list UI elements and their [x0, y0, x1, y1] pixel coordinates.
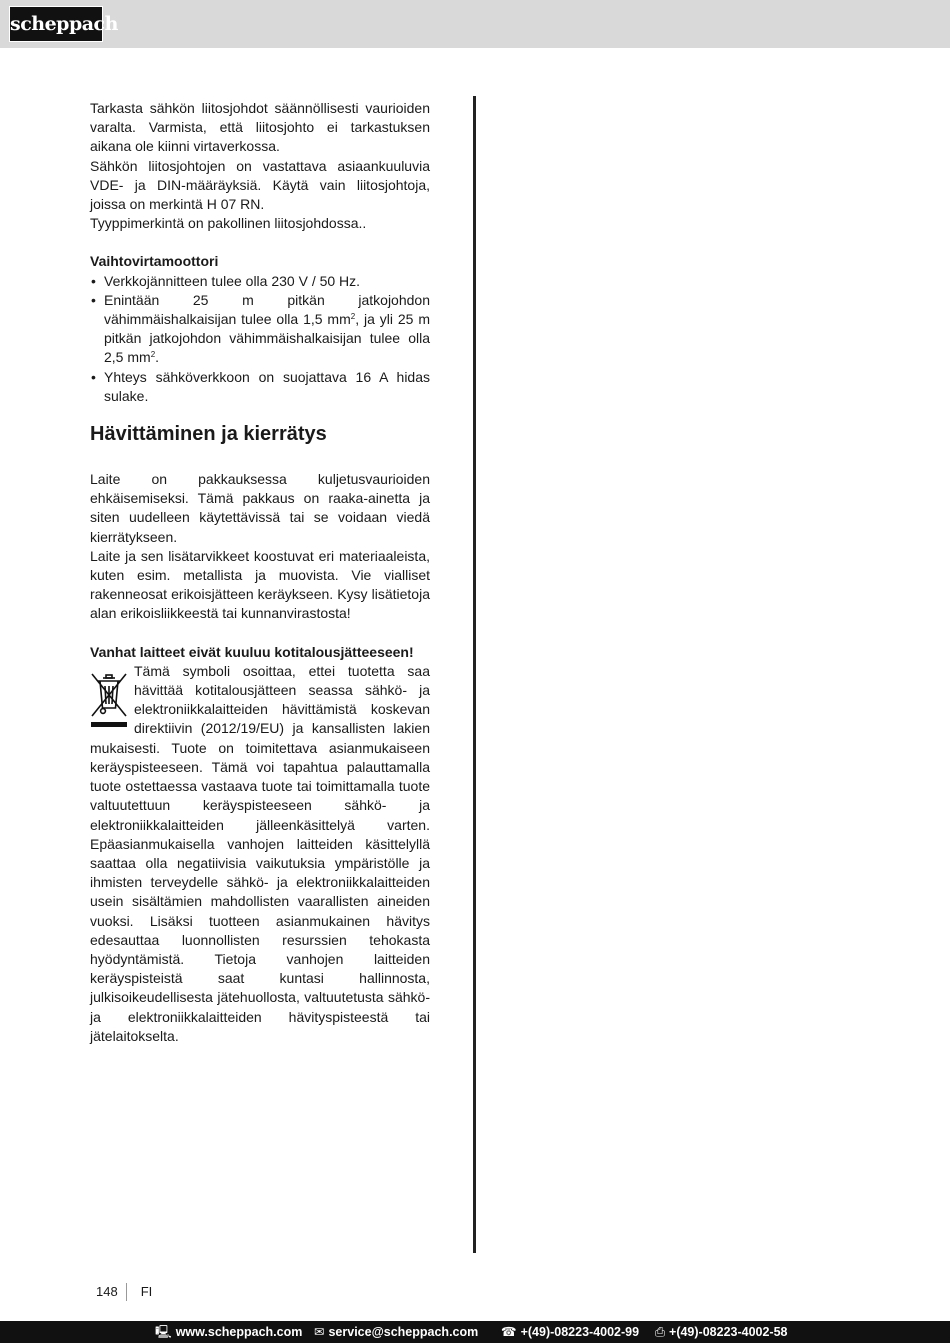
email-link[interactable]: ✉ service@scheppach.com [314, 1325, 479, 1339]
disposal-heading: Hävittäminen ja kierrätys [90, 423, 327, 446]
weee-paragraph: Tämä symboli osoittaa, ettei tuotetta saa hävittää kotitalousjätteen seassa sähkö- ja elektroniikkalaitteiden hävittämistä koskevan direktiivin (2012/19/EU) ja kansallisten lakien mukaisesti. Tuote on toimitettava asianmukaiseen keräyspisteeseen. Tämä voi tapahtua palauttamalla tuote ostettaessa vastaava tuote tai toimittamalla tuote valtuutettuun keräyspisteeseen sähkö- ja elektroniikkalaitteiden jälleenkäsittelyä varten. Epäasianmukaisella vanhojen laitteiden käsittelyllä saattaa olla negatiivisia vaikutuksia ympäristölle ja ihmisten terveydelle sähkö- ja elektroniikkalaitteiden usein sisältämien mahdollisten vaarallisten aineiden vuoksi. Lisäksi tuotteen asianmukainen hävitys edesauttaa luonnollisten resurssien tehokasta hyödyntämistä. Tietoja vanhojen laitteiden keräyspisteistä saat kuntasi hallinnosta, julkisoikeudellisesta jätehuollosta, valtuutetusta sähkö- ja elektroniikkalaitteiden hävityspisteestä tai jätelaitokselta. [90, 662, 430, 1044]
column-divider [473, 96, 476, 1253]
phone-icon: ☎ [501, 1325, 517, 1339]
list-item: • Yhteys sähköverkkoon on suojattava 16 A hidas sulake. [90, 368, 430, 406]
header-bar [0, 0, 950, 48]
language-code: FI [140, 1284, 153, 1299]
text-column [90, 99, 430, 1046]
page-number: 148 [96, 1283, 127, 1301]
intro-paragraph-3: Tyyppimerkintä on pakollinen liitosjohdossa.. [90, 215, 367, 232]
intro-paragraph-2: Sähkön liitosjohtojen on vastattava asiaankuuluvia VDE- ja DIN-määräyksiä. Käytä vain liitosjohtoja, joissa on merkintä H 07 RN. [90, 157, 430, 213]
intro-paragraph-1: Tarkasta sähkön liitosjohdot säännöllisesti vaurioiden varalta. Varmista, että liitosjohto ei tarkastuksen aikana ole kiinni virtaverkossa. [90, 100, 430, 155]
disposal-paragraph-2: Laite ja sen lisätarvikkeet koostuvat eri materiaaleista, kuten esim. metallista ja muovista. Vie vialliset rakenneosat erikoisjätteen keräykseen. Kysy lisätietoja alan erikoisliikkeestä tai kunnanvirastosta! [90, 547, 430, 622]
phone-number: ☎ +(49)-08223-4002-99 [501, 1325, 640, 1339]
fax-icon: ⎙ [655, 1325, 666, 1339]
website-link[interactable]: 🖳 www.scheppach.com [155, 1325, 303, 1339]
disposal-paragraph-1: Laite on pakkauksessa kuljetusvaurioiden ehkäisemiseksi. Tämä pakkaus on raaka-ainetta ja siten uudelleen käytettävissä tai se voidaan viedä kierrätykseen. [90, 471, 430, 545]
page-footer [96, 1283, 152, 1301]
list-item: • Enintään 25 m pitkän jatkojohdon vähimmäishalkaisijan tulee olla 1,5 $mm^2$, ja yli 25 m pitkän jatkojohdon vähimmäishalkaisijan tulee olla 2,5 $mm^2$. [90, 291, 430, 368]
computer-icon: 🖳 [155, 1325, 172, 1339]
crossed-out-wheelie-bin-icon [90, 670, 128, 730]
motor-bullet-list [90, 272, 430, 406]
weee-heading: Vanhat laitteet eivät kuuluu kotitalousjätteeseen! [90, 643, 414, 660]
brand-logo: scheppach [9, 6, 103, 42]
motor-heading: Vaihtovirtamoottori [90, 253, 219, 270]
contact-bar [0, 1321, 950, 1343]
list-item: • Verkkojännitteen tulee olla 230 V / 50 Hz. [90, 272, 430, 291]
fax-number: ⎙ +(49)-08223-4002-58 [655, 1325, 788, 1339]
mail-icon: ✉ [314, 1325, 325, 1339]
